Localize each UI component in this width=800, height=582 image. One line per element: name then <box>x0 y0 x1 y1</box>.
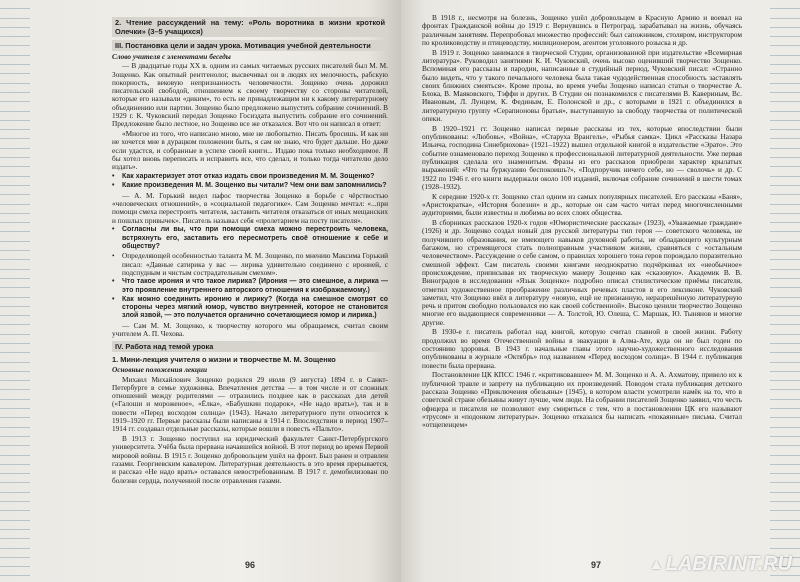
margin-rule <box>0 390 30 399</box>
question: • Как можно соединить иронию и лирику? (Когда на смешное смотрят со стороны через мягкий юмор, чувство внутренней, которое не становится злой язвой, — это получается органично сочетающиеся юмор и лирика.) <box>112 296 388 321</box>
margin-rule <box>0 437 30 446</box>
section-3-title: III. Постановка цели и задач урока. Мотивация учебной деятельности <box>112 40 388 51</box>
question: • Какие произведения М. М. Зощенко вы читали? Чем они вам запомнились? <box>112 182 388 190</box>
margin-rule <box>770 446 800 455</box>
margin-rule <box>770 437 800 446</box>
margin-rule <box>0 530 30 539</box>
margin-rule <box>0 353 30 362</box>
margin-rule <box>770 167 800 176</box>
margin-rule <box>0 567 30 576</box>
margin-rule <box>0 511 30 520</box>
margin-rule <box>0 121 30 130</box>
margin-rule <box>0 242 30 251</box>
margin-rule <box>770 251 800 260</box>
paragraph: «Многое из того, что написано мною, мне не любопытно. Писать бросишь. И как ни не хочется мне в дурацком положении быть, я сам не знаю, что будет дальше. Но даже если удастся, и собранные в успехе своей книги... Издаю пока только необходимое. Я бы хотел вновь переписать и исправить все, что сделал, и только тогда читателю дело издать». <box>112 129 388 172</box>
margin-rule <box>0 232 30 241</box>
margin-rule <box>0 335 30 344</box>
margin-rule <box>770 381 800 390</box>
margin-rule <box>0 409 30 418</box>
margin-rule <box>0 363 30 372</box>
margin-rule <box>0 270 30 279</box>
margin-rule <box>770 465 800 474</box>
margin-rule <box>770 316 800 325</box>
margin-rule <box>770 195 800 204</box>
paragraph: Михаил Михайлович Зощенко родился 29 июля (9 августа) 1894 г. в Санкт-Петербурге в семье художника. Впечатления детства — в том числе и от сложных отношений между родителями — отразились позднее как в рассказах для детей («Галоши и мороженое», «Ёлка», «Бабушкин подарок», «Не надо врать»), так и в повести «Перед восходом солнца» (1943). Начало литературного пути относится к 1919–1920 гг. Первые рассказы были написаны в 1914 г. Впоследствии в период 1907–1914 гг. создавал отдельные рассказы, которые вошли в повесть «Пальто». <box>112 374 388 434</box>
paragraph: В 1913 г. Зощенко поступил на юридический факультет Санкт-Петербургского университета. Учёба была прервана начавшейся войной. В этот период во время Первой мировой войны. В 1915 г. Зощенко добровольцем ушёл на фронт. Был ранен и отравлен газами. Георгиевским кавалером. Литературная деятельность в это время прерывается, и рассказ «Не надо врать» оставался невостребованным. В 1917 г. демобилизован по болезни сердца, полученной после отравления газами. <box>112 434 388 485</box>
margin-rule <box>770 65 800 74</box>
margin-rule <box>0 167 30 176</box>
margin-rule <box>0 0 30 9</box>
margin-rule <box>0 474 30 483</box>
margin-rule <box>770 390 800 399</box>
margin-rule <box>0 84 30 93</box>
labirint-logo-icon: ▲ <box>648 556 664 573</box>
margin-rule <box>0 102 30 111</box>
margin-rule <box>770 325 800 334</box>
margin-rule <box>770 9 800 18</box>
margin-rule <box>0 37 30 46</box>
margin-rule <box>0 19 30 28</box>
margin-rule <box>0 502 30 511</box>
paragraph: В 1918 г., несмотря на болезнь, Зощенко ушёл добровольцем в Красную Армию и воевал на фронтах Гражданской войны до 1919 г. Вернувшись в Петроград, зарабатывал на жизнь, обучаясь различным занятиям. Перепробовал множество профессий: был сапожником, столяром, инструктором по кролиководству и птицеводству, милиционером, агентом уголовного розыска и др. <box>422 13 742 47</box>
margin-rule <box>770 474 800 483</box>
question: • Как характеризует этот отказ издать свои произведения М. М. Зощенко? <box>112 173 388 181</box>
section-2-title: 2. Чтение рассуждений на тему: «Роль воротника в жизни кроткой Олечки» (3–5 учащихся) <box>112 17 388 37</box>
margin-rule <box>0 558 30 567</box>
margin-rule <box>770 400 800 409</box>
margin-rule <box>770 186 800 195</box>
margin-rule <box>0 130 30 139</box>
margin-rule <box>770 74 800 83</box>
margin-rule <box>770 511 800 520</box>
margin-rule <box>770 363 800 372</box>
margin-rule <box>770 576 800 582</box>
margin-rule <box>0 177 30 186</box>
margin-rule <box>0 112 30 121</box>
margin-rule <box>0 521 30 530</box>
margin-rule <box>770 260 800 269</box>
margin-rule <box>0 65 30 74</box>
margin-rule <box>770 158 800 167</box>
margin-rule <box>770 279 800 288</box>
paragraph: В сборниках рассказов 1920-х годов «Юмористические рассказы» (1923), «Уважаемые граждане» (1926) и др. Зощенко создал новый для русской литературы тип героя — советского человека, не получившего образования, не имеющего навыков духовной работы, не обладающего культурным багажом, но стремящегося стать полноправным участником жизни, сравняться с «остальным человечеством». Рассуждение о себе самом, о правилах хорошего тона геров порождало поразительно смешной эффект. Сам писатель своими книгами неоднократно подчёркивал их «необычное» происхождение, приписывая их творческую манеру Зощенко как «сказовую». Академик В. В. Виноградов в исследовании «Язык Зощенко» подробно описал стилистические приёмы писателя, отметил художественное преображение различных речевых пластов в его лексиконе. Чуковский заметил, что Зощенко ввёл в литературу «новую, ещё не признанную, неразрешённую литературную речь и притом свободно пользовался ею как своей собственной». Высоко ценили творчество Зощенко многие его выдающиеся современники — А. Толстой, Ю. Олеша, С. Маршак, Ю. Тынянов и многие другие. <box>422 218 742 327</box>
margin-rule <box>770 270 800 279</box>
margin-rule <box>0 483 30 492</box>
margin-rule <box>0 465 30 474</box>
margin-rule <box>0 428 30 437</box>
lecture-title: 1. Мини-лекция учителя о жизни и творчестве М. М. Зощенко <box>112 355 336 365</box>
paragraph: — Сам М. М. Зощенко, к творчеству которого мы обращаемся, считал своим учителем А. П. Чехова. <box>112 320 388 338</box>
margin-rule <box>770 19 800 28</box>
margin-rule <box>0 46 30 55</box>
watermark-text: LABIRINT.RU <box>665 553 792 575</box>
margin-rule <box>770 418 800 427</box>
margin-rule <box>770 428 800 437</box>
margin-rule <box>0 205 30 214</box>
margin-rule <box>0 344 30 353</box>
margin-rule <box>0 251 30 260</box>
margin-rule <box>0 418 30 427</box>
margin-rule <box>0 298 30 307</box>
watermark <box>649 553 792 576</box>
margin-rule <box>770 56 800 65</box>
margin-rule <box>0 325 30 334</box>
margin-rule <box>0 195 30 204</box>
margin-rule <box>770 483 800 492</box>
margin-rule <box>0 149 30 158</box>
margin-rule <box>0 372 30 381</box>
paragraph: — В двадцатые годы XX в. одним из самых читаемых русских писателей был М. М. Зощенко. Как опытный рентгенолог, высвечивал он в людях их мелочность, рабскую покорность, вековую непризнанность человечности. Зощенко очень дорожил писательской свободой, отношением к своему творчеству со стороны читателей, которые его называли «диким», то есть не принадлежащим ни к какому литературному объединению или партии. Зощенко было предложено выпустить собрание сочинений. В 1929 г. К. Чуковский передал Зощенко Госиздата выпустить собрание его сочинений. Предложение было лестное, но Зощенко все же отказался. Вот что он написал в ответ: <box>112 61 388 129</box>
margin-rule <box>0 316 30 325</box>
margin-rule <box>770 102 800 111</box>
margin-rule <box>770 28 800 37</box>
margin-rule <box>0 493 30 502</box>
margin-rule <box>0 9 30 18</box>
margin-rule <box>0 381 30 390</box>
margin-rule <box>0 260 30 269</box>
margin-rule <box>0 446 30 455</box>
margin-rule <box>770 344 800 353</box>
margin-rule <box>770 530 800 539</box>
question: • Определяющей особенностью таланта М. М. Зощенко, по мнению Максима Горький писал: «Давные сатирика у вас — лирика удивительно соединено с иронией, с подспудным и чистым сострадательным смехом». <box>112 252 388 277</box>
paragraph: В 1919 г. Зощенко занимался в творческой Студии, организованной при издательстве «Всемирная литература». Руководил занятиями К. И. Чуковский, очень высоко оценивший творчество Зощенко. Вспоминая его рассказы и пародии, написанные в студийный период, Чуковский писал: «Странно было видеть, что у такого печального человека была такая чудодейственная способность заставлять своих ближних смеяться». Кроме прозы, во время учебы Зощенко написал статьи о творчестве А. Блока, В. Маяковского, Тэффи и других. В Студии он познакомился с писателями В. Кавериным, Вс. Ивановым, Л. Лунцем, К. Фединым, Е. Полонской и др., с которыми в 1921 г. объединился в литературную группу «Серапионовы братья», выступавшую за свободу творчества от политической опеки. <box>422 47 742 124</box>
margin-rule <box>770 46 800 55</box>
margin-rule <box>770 223 800 232</box>
margin-rule <box>770 93 800 102</box>
margin-rule <box>0 456 30 465</box>
margin-rule <box>0 214 30 223</box>
margin-rule <box>0 93 30 102</box>
paragraph: Постановление ЦК КПСС 1946 г. «критиковавшее» М. М. Зощенко и А. А. Ахматову, привело их к публичной травле и запрету на публикацию их произведений. Поводом стала публикация детского рассказа Зощенко «Приключения обезьяны» (1945), в котором власти усмотрели намёк на то, что в советской стране обезьяны живут лучше, чем люди. На собрании писателей Зощенко заявил, что честь офицера и писателя не позволяют ему смириться с тем, что в постановлении ЦК его называют «трусом» и «подонком литературы». Зощенко отказался бы написать «покаянные» письма. Считал «отщепенцем» <box>422 370 742 430</box>
margin-rule <box>770 0 800 9</box>
margin-rule <box>0 74 30 83</box>
margin-rule <box>770 84 800 93</box>
margin-rule <box>0 576 30 582</box>
margin-rule <box>0 400 30 409</box>
margin-rule <box>0 56 30 65</box>
margin-rule <box>0 307 30 316</box>
margin-rule <box>0 186 30 195</box>
margin-rule <box>770 242 800 251</box>
margin-rule <box>0 139 30 148</box>
margin-rule <box>770 130 800 139</box>
page-number-right: 97 <box>591 560 602 570</box>
margin-rule <box>0 158 30 167</box>
paragraph: — А. М. Горький видел пафос творчества Зощенко в борьбе с чёрствостью «человеческих отношений», в «социальной педагогике». Сам Зощенко мечтал: «...при помощи смеха перестроить читателя, заставить читателя отказаться от иных мещанских и пошлых привычек». Писатель называл себя «пролетарием на посту писателя». <box>112 190 388 225</box>
margin-rule <box>770 502 800 511</box>
margin-rule <box>770 149 800 158</box>
margin-rule <box>770 539 800 548</box>
lined-margin-right <box>770 0 800 582</box>
margin-rule <box>770 177 800 186</box>
margin-rule <box>770 307 800 316</box>
margin-rule <box>770 139 800 148</box>
lined-margin-left <box>0 0 30 582</box>
margin-rule <box>770 214 800 223</box>
margin-rule <box>770 288 800 297</box>
margin-rule <box>770 521 800 530</box>
question: • Что такое ирония и что такое лирика? (Ирония — это смешное, а лирика — это проявление внутреннего авторского отношения к изображаемому.) <box>112 278 388 295</box>
margin-rule <box>0 28 30 37</box>
left-page-text <box>112 14 388 486</box>
margin-rule <box>770 493 800 502</box>
margin-rule <box>0 539 30 548</box>
paragraph: В 1930-е г. писатель работал над книгой, которую считал главной в своей жизни. Работу продолжил во время Отечественной войны в эвакуации в Алма-Ате, куда он не был годен по состоянию здоровья. В 1943 г. начальные главы этого научно-художественного исследования опубликованы в журнале «Октябрь» под названием «Перед восходом солнца». В 1944 г. публикация повести была прервана. <box>422 327 742 370</box>
page-number-left: 96 <box>245 560 256 570</box>
margin-rule <box>770 409 800 418</box>
paragraph: В 1920–1921 гг. Зощенко написал первые рассказы из тех, которые впоследствии были опубликованы: «Любовь», «Война», «Старуха Врангель», «Рыбья самка». Цикл «Рассказы Назара Ильича, господина Синебрюхова» (1921–1922) вышел отдельной книгой в издательстве «Эрато». Это событие ознаменовало переход Зощенко к профессиональной литературной деятельности. Уже первая публикация сделала его знаменитым. Фразы из его рассказов приобрели характер крылатых выражений: «Что ты буржуазию беспокоишь?», «Подпоручик ничего себе, но — сволочь» и др. С 1922 по 1946 г. его книги выдержали около 100 изданий, включая собрание сочинений в шести томах (1928–1932). <box>422 123 742 191</box>
margin-rule <box>0 223 30 232</box>
margin-rule <box>770 37 800 46</box>
margin-rule <box>770 353 800 362</box>
margin-rule <box>770 112 800 121</box>
margin-rule <box>0 549 30 558</box>
teacher-word-label: Слово учителя с элементами беседы <box>112 52 231 61</box>
lecture-subtitle: Основные положения лекции <box>112 365 208 375</box>
right-page <box>401 0 800 582</box>
margin-rule <box>770 298 800 307</box>
right-page-text <box>422 14 742 431</box>
section-4-title: IV. Работа над темой урока <box>112 341 388 352</box>
margin-rule <box>770 121 800 130</box>
margin-rule <box>770 372 800 381</box>
margin-rule <box>770 456 800 465</box>
margin-rule <box>770 232 800 241</box>
question: • Согласны ли вы, что при помощи смеха можно перестроить человека, встряхнуть его, заставить его пересмотреть своё отношение к себе и обществу? <box>112 226 388 251</box>
margin-rule <box>0 288 30 297</box>
margin-rule <box>770 335 800 344</box>
margin-rule <box>0 279 30 288</box>
paragraph: К середине 1920-х гг. Зощенко стал одним из самых популярных писателей. Его рассказы «Баня», «Аристократка», «История болезни» и др., которые он сам часто читал перед многочисленными аудиториями, были известны и любимы во всех слоях общества. <box>422 191 742 218</box>
margin-rule <box>770 205 800 214</box>
